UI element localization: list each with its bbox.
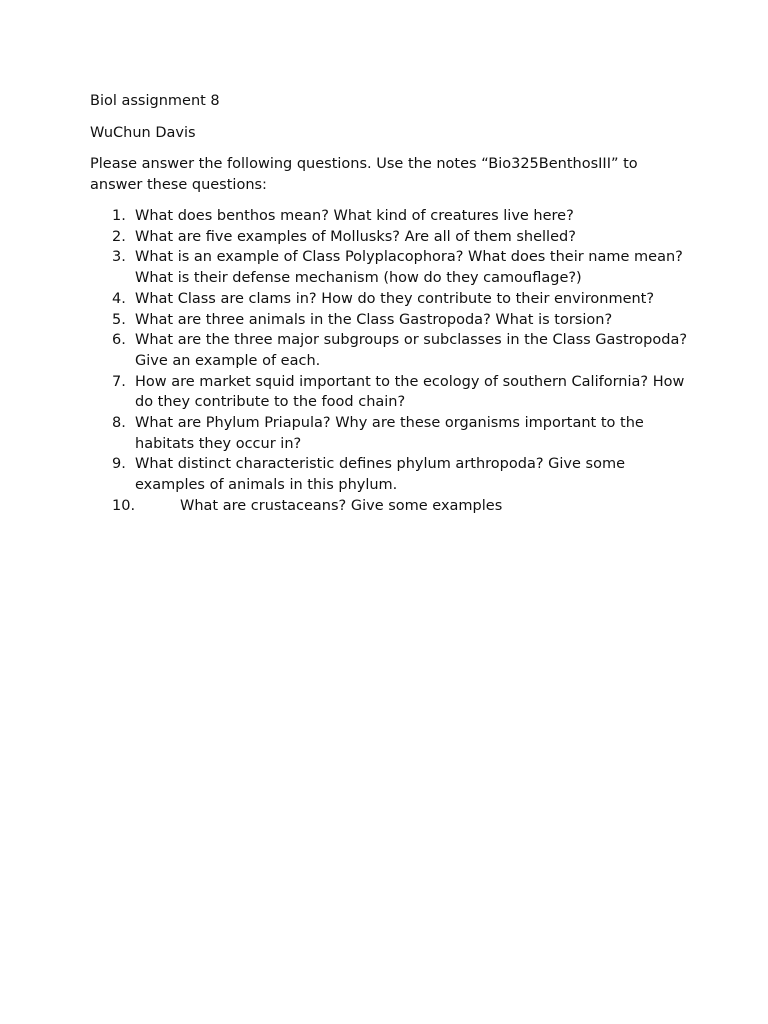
question-number: 7. [112, 373, 126, 390]
question-item [90, 227, 690, 248]
question-number: 3. [112, 249, 126, 266]
question-number: 1. [112, 208, 126, 224]
question-item [90, 247, 690, 288]
question-text: What distinct characteristic defines phylum arthropoda? Give some examples of animals in this phylum. [135, 456, 625, 494]
question-item [90, 206, 690, 227]
document-title: Biol assignment 8 [90, 93, 220, 109]
question-text: What are the three major subgroups or subclasses in the Class Gastropoda? Give an example of each. [135, 332, 688, 369]
document-page [90, 91, 690, 517]
question-number: 10. [112, 497, 136, 514]
question-number: 4. [112, 290, 126, 307]
question-item [90, 454, 690, 495]
question-list [90, 206, 690, 517]
question-item [90, 496, 690, 517]
question-number: 5. [112, 311, 126, 328]
question-text: What are crustaceans? Give some examples [180, 497, 503, 514]
question-item [90, 330, 690, 371]
question-text: What does benthos mean? What kind of creatures live here? [135, 208, 574, 224]
question-item [90, 310, 690, 331]
question-text: What is an example of Class Polyplacophora? What does their name mean? What is their defense mechanism (how do they camouflage?) [135, 249, 683, 287]
question-number: 8. [112, 415, 126, 432]
question-text: What are Phylum Priapula? Why are these organisms important to the habitats they occur in? [135, 415, 644, 452]
author-name: WuChun Davis [90, 125, 196, 141]
question-text: What Class are clams in? How do they contribute to their environment? [135, 290, 655, 307]
question-number: 6. [112, 332, 126, 349]
instructions-paragraph: Please answer the following questions. Use the notes “Bio325BenthosIII” to answer these questions: [90, 156, 638, 193]
question-text: What are five examples of Mollusks? Are all of them shelled? [135, 228, 576, 245]
question-number: 9. [112, 456, 126, 473]
question-number: 2. [112, 228, 126, 245]
question-item [90, 413, 690, 454]
question-text: What are three animals in the Class Gastropoda? What is torsion? [135, 311, 613, 328]
question-text: How are market squid important to the ecology of southern California? How do they contribute to the food chain? [135, 373, 685, 411]
question-item [90, 372, 690, 413]
question-item [90, 289, 690, 310]
